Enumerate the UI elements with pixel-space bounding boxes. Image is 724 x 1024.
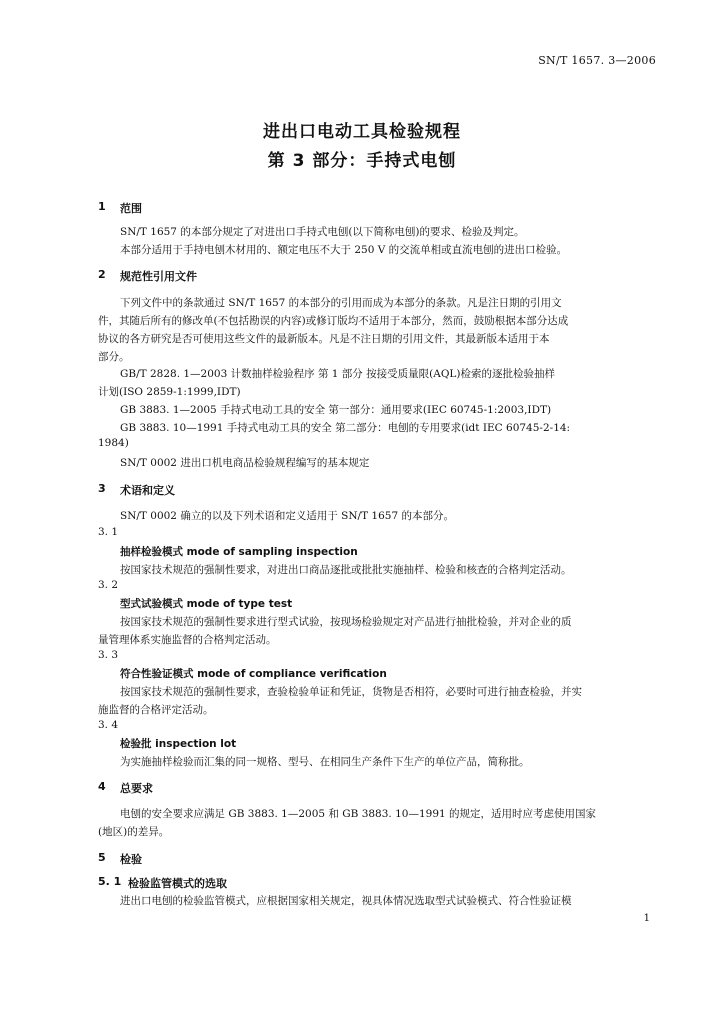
section-2-intro-line: 协议的各方研究是否可使用这些文件的最新版本。凡是不注日期的引用文件，其最新版本适用于本 bbox=[98, 333, 550, 345]
reference-gb3883-10: GB 3883. 10—1991 手持式电动工具的安全 第二部分：电刨的专用要求(idt IEC 60745-2-14: bbox=[120, 422, 571, 434]
section-2-number: 2 bbox=[98, 268, 106, 281]
section-4-heading: 总要求 bbox=[120, 782, 153, 795]
section-5-heading: 检验 bbox=[120, 853, 142, 866]
section-2-intro-line: 下列文件中的条款通过 SN/T 1657 的本部分的引用而成为本部分的条款。凡是注日期的引用文 bbox=[120, 297, 562, 309]
term-3-2-number: 3. 2 bbox=[98, 579, 119, 591]
section-2-intro-line: 件，其随后所有的修改单(不包括勘误的内容)或修订版均不适用于本部分，然而，鼓励根据本部分达成 bbox=[98, 315, 569, 327]
section-5-number: 5 bbox=[98, 851, 106, 864]
section-1-para-1: SN/T 1657 的本部分规定了对进出口手持式电刨(以下简称电刨)的要求、检验及判定。 bbox=[120, 226, 525, 238]
reference-gb3883-10-cont: 1984) bbox=[98, 437, 129, 449]
section-3-heading: 术语和定义 bbox=[120, 484, 175, 497]
section-4-para-cont: (地区)的差异。 bbox=[98, 826, 170, 838]
term-3-3-definition-cont: 施监督的合格评定活动。 bbox=[98, 704, 214, 716]
section-5-1-number: 5. 1 bbox=[98, 875, 122, 888]
document-title: 进出口电动工具检验规程 bbox=[263, 122, 461, 142]
document-subtitle: 第 3 部分：手持式电刨 bbox=[267, 151, 457, 171]
reference-gb3883-1: GB 3883. 1—2005 手持式电动工具的安全 第一部分：通用要求(IEC 60745-1:2003,IDT) bbox=[120, 404, 552, 416]
section-1-number: 1 bbox=[98, 200, 106, 213]
term-3-1-definition: 按国家技术规范的强制性要求，对进出口商品逐批或批批实施抽样、检验和核查的合格判定活动。 bbox=[120, 564, 572, 576]
reference-gbt2828-cont: 计划(ISO 2859-1:1999,IDT) bbox=[98, 386, 241, 398]
reference-snt0002: SN/T 0002 进出口机电商品检验规程编写的基本规定 bbox=[120, 457, 370, 469]
section-5-1-heading: 检验监管模式的选取 bbox=[128, 877, 227, 890]
reference-gbt2828: GB/T 2828. 1—2003 计数抽样检验程序 第 1 部分 按接受质量限(AQL)检索的逐批检验抽样 bbox=[120, 368, 556, 380]
section-1-heading: 范围 bbox=[120, 202, 142, 215]
term-3-4-definition: 为实施抽样检验而汇集的同一规格、型号、在相同生产条件下生产的单位产品，简称批。 bbox=[120, 756, 530, 768]
section-3-intro: SN/T 0002 确立的以及下列术语和定义适用于 SN/T 1657 的本部分。 bbox=[120, 510, 454, 522]
standard-number: SN/T 1657. 3—2006 bbox=[538, 54, 656, 67]
term-3-3-number: 3. 3 bbox=[98, 649, 119, 661]
page-number: 1 bbox=[643, 913, 650, 924]
section-2-heading: 规范性引用文件 bbox=[120, 270, 197, 283]
term-3-3-definition: 按国家技术规范的强制性要求，查验检验单证和凭证，货物是否相符，必要时可进行抽查检验，并实 bbox=[120, 686, 582, 698]
term-3-2: 型式试验模式 mode of type test bbox=[120, 598, 293, 610]
term-3-1: 抽样检验模式 mode of sampling inspection bbox=[120, 546, 358, 558]
section-4-number: 4 bbox=[98, 780, 106, 793]
term-3-2-definition: 按国家技术规范的强制性要求进行型式试验，按现场检验规定对产品进行抽批检验，并对企业的质 bbox=[120, 616, 572, 628]
term-3-4: 检验批 inspection lot bbox=[120, 738, 237, 750]
term-3-3: 符合性验证模式 mode of compliance verification bbox=[120, 668, 387, 680]
section-1-para-2: 本部分适用于手持电刨木材用的、额定电压不大于 250 V 的交流单相或直流电刨的进出口检验。 bbox=[120, 244, 568, 256]
term-3-2-definition-cont: 量管理体系实施监督的合格判定活动。 bbox=[98, 634, 277, 646]
term-3-4-number: 3. 4 bbox=[98, 719, 119, 731]
section-4-para: 电刨的安全要求应满足 GB 3883. 1—2005 和 GB 3883. 10—1991 的规定，适用时应考虑使用国家 bbox=[120, 808, 597, 820]
section-3-number: 3 bbox=[98, 482, 106, 495]
section-5-1-para: 进出口电刨的检验监管模式，应根据国家相关规定，视具体情况选取型式试验模式、符合性验证模 bbox=[120, 895, 572, 907]
section-2-intro-line: 部分。 bbox=[98, 351, 130, 363]
term-3-1-number: 3. 1 bbox=[98, 526, 119, 538]
